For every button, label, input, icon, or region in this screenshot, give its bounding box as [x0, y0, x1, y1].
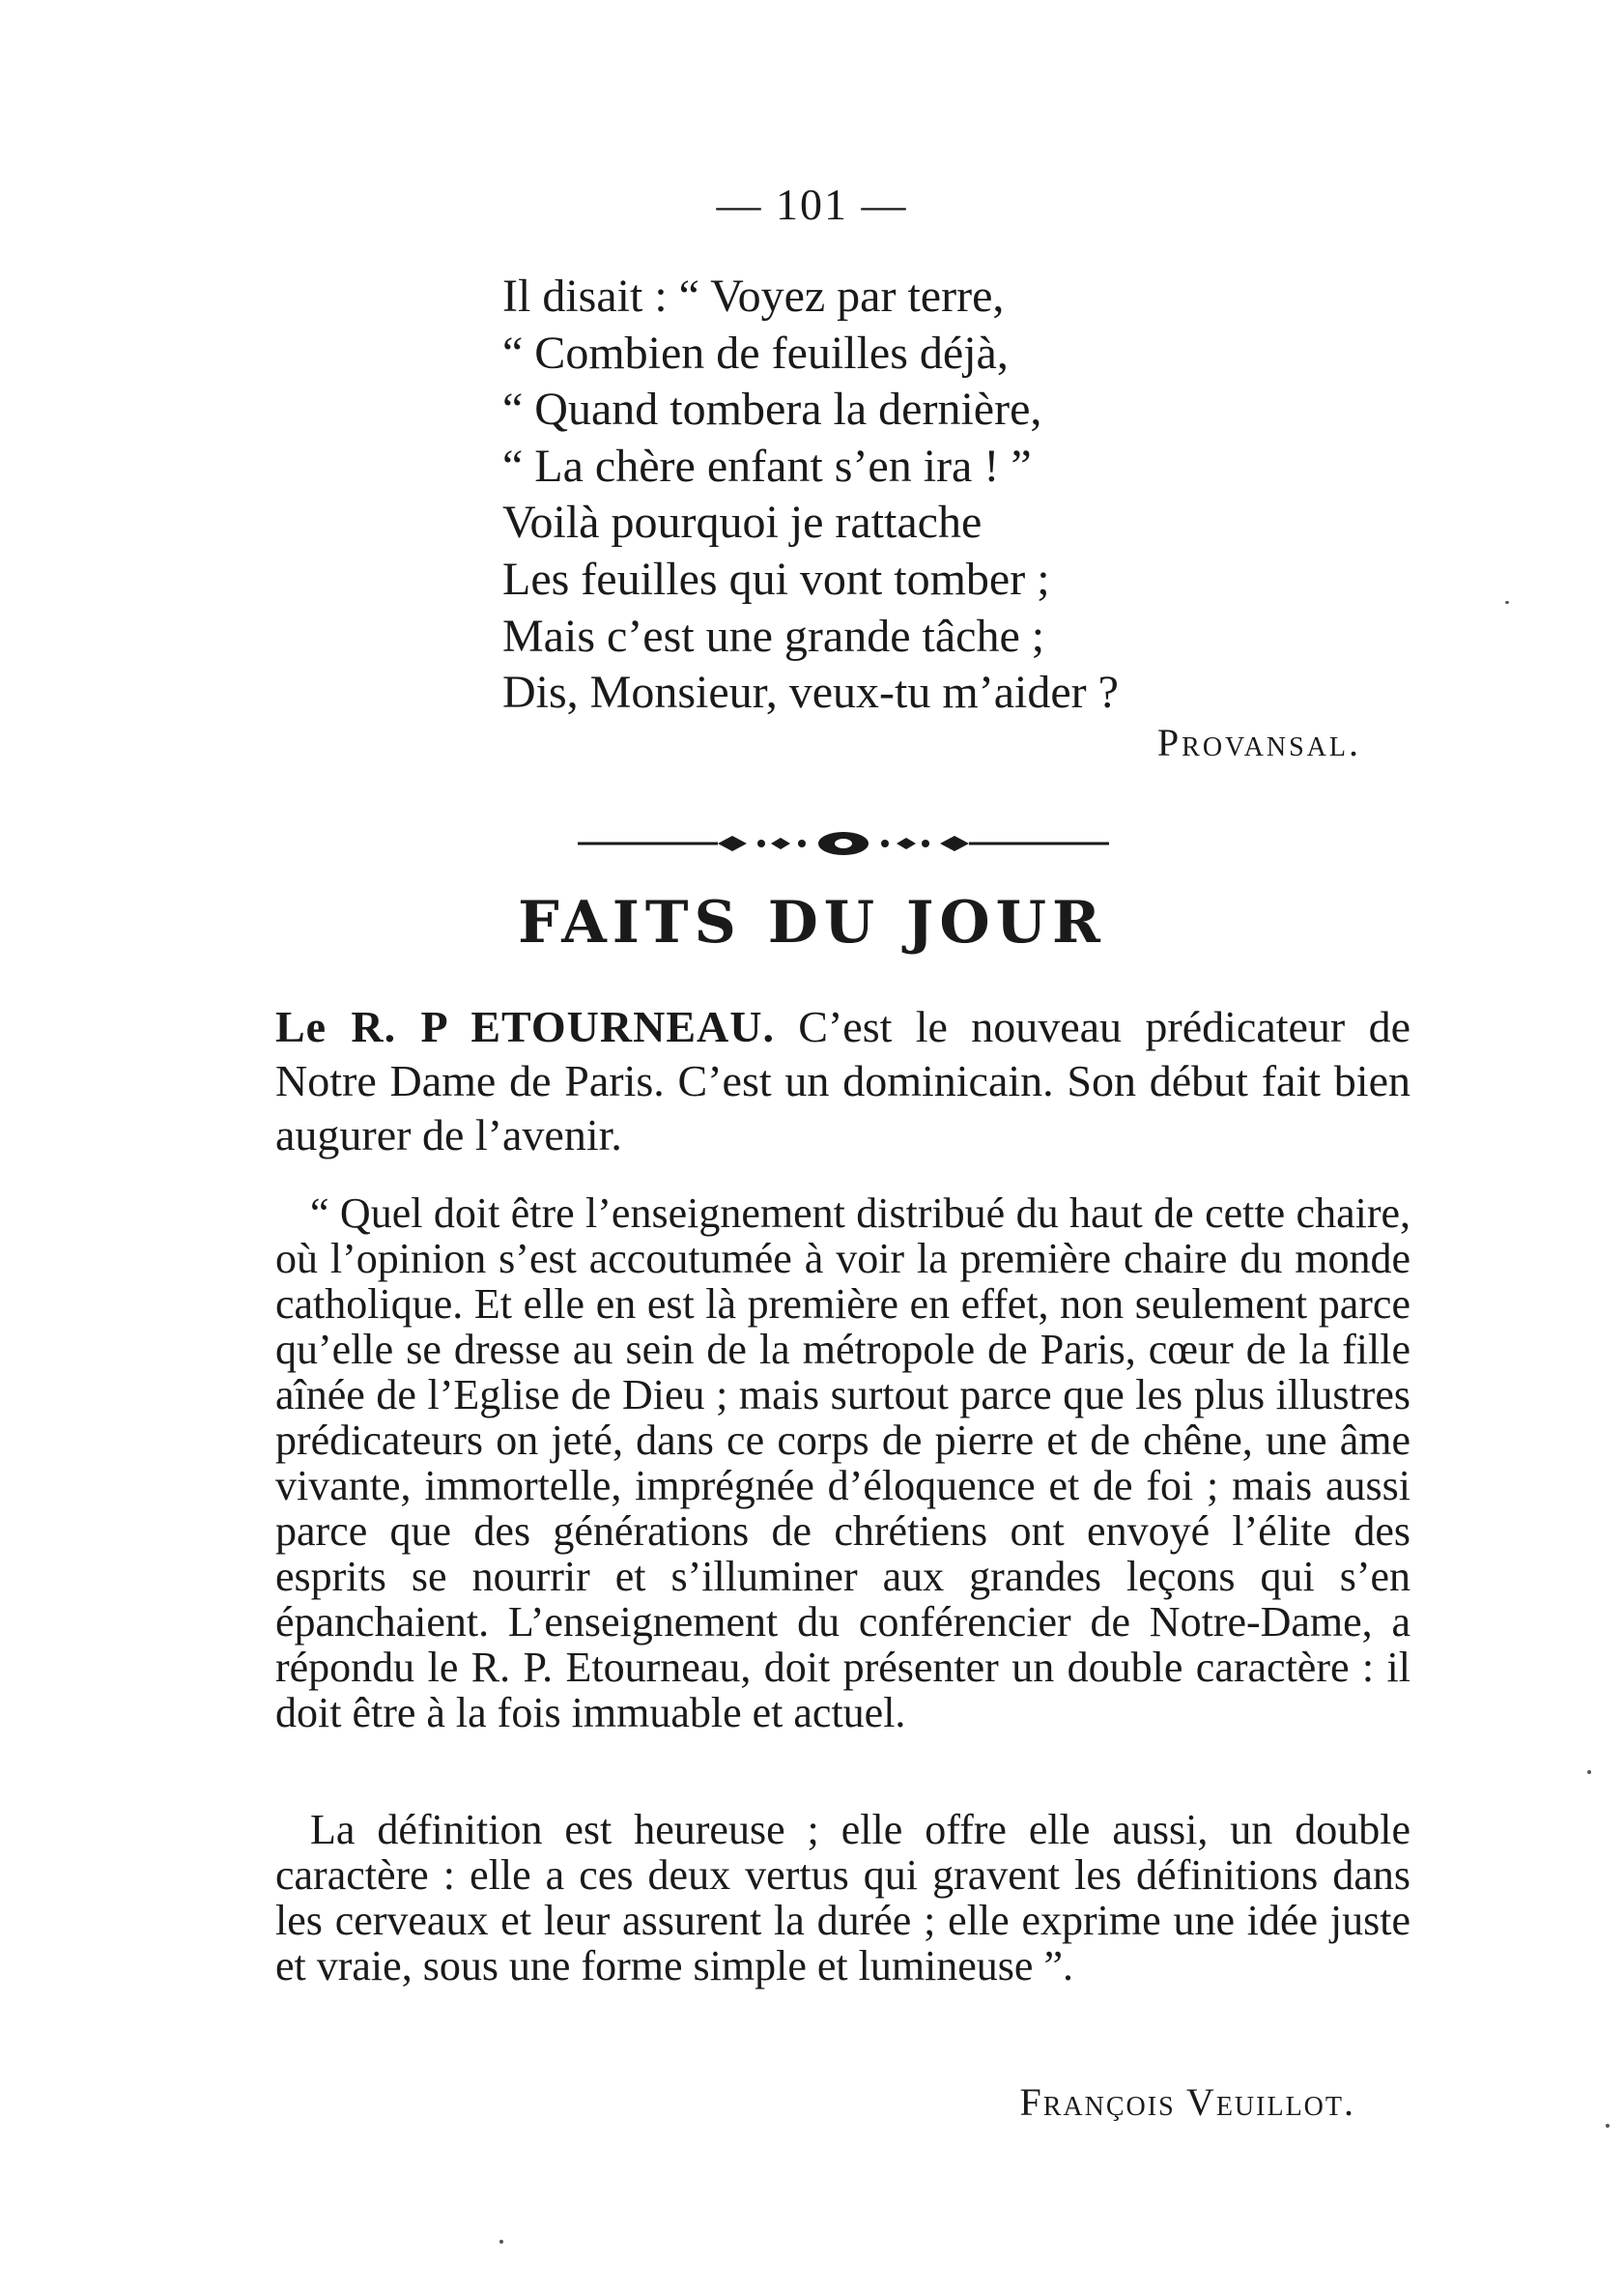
divider-diamond — [718, 836, 747, 851]
page-number: — 101 — — [716, 180, 908, 229]
article-lead-paragraph — [275, 1000, 1410, 1162]
article-quote-text: “ Quel doit être l’enseignement distribué du haut de cette chaire, où l’opinion s’est accoutumée à voir la première chaire du monde catholique. Et elle en est là première en effet, non seulement parce qu’elle se dresse au sein de la métropole de Paris, cœur de la fille aînée de l’Eglise de Dieu ; mais surtout parce que les plus illustres prédicateurs on jeté, dans ce corps de pierre et de chêne, une âme vivante, immortelle, imprégnée d’éloquence et de foi ; mais aussi parce que des générations de chrétiens ont envoyé l’élite des esprits se nourrir et s’illuminer aux grandes leçons qui s’en épanchaient. L’enseignement du conférencier de Notre-Dame, a répondu le R. P. Etourneau, doit présenter un double caractère : il doit être à la fois immuable et actuel. — [275, 1189, 1410, 1736]
poem-line: “ Quand tombera la dernière, — [502, 384, 1042, 436]
poem-line: Mais c’est une grande tâche ; — [502, 610, 1045, 662]
article-author-signature: François Veuillot. — [1019, 2080, 1355, 2124]
print-speck — [1505, 601, 1509, 604]
article-comment-text: La définition est heureuse ; elle offre elle aussi, un double caractère : elle a ces deux vertus qui gravent les définitions dans les cerveaux et leur assurent la durée ; elle exprime une idée juste et vraie, sous une forme simple et lumineuse ”. — [275, 1806, 1410, 1989]
divider-dot — [881, 840, 889, 847]
article-lead-name: Le R. P ETOURNEAU. — [275, 1002, 775, 1051]
poem-line: Voilà pourquoi je rattache — [502, 497, 983, 549]
divider-dot — [922, 840, 929, 847]
poem-line: Dis, Monsieur, veux-tu m’aider ? — [502, 667, 1119, 719]
poem-line: “ La chère enfant s’en ira ! ” — [502, 440, 1032, 492]
poem-line: “ Combien de feuilles déjà, — [502, 327, 1009, 379]
poem-line: Il disait : “ Voyez par terre, — [502, 271, 1005, 322]
print-speck — [1587, 1770, 1591, 1774]
ornamental-divider — [578, 826, 1109, 861]
divider-diamond — [940, 836, 969, 851]
article-quote-paragraph — [275, 1190, 1410, 1735]
divider-diamond — [897, 838, 916, 849]
section-title: FAITS DU JOUR — [518, 889, 1106, 957]
poem-author-signature: Provansal. — [1156, 721, 1361, 764]
article-comment-paragraph — [275, 1807, 1410, 1989]
divider-dot — [798, 840, 806, 847]
article-lead-text: C’est le nouveau prédicateur de Notre Dame de Paris. C’est un dominicain. Son début fait bien augurer de l’avenir. — [275, 1002, 1410, 1159]
divider-dot — [757, 840, 765, 847]
poem-stanza — [502, 269, 1372, 722]
divider-center-pupil — [835, 839, 852, 848]
poem-line: Les feuilles qui vont tomber ; — [502, 553, 1050, 605]
print-speck — [499, 2240, 503, 2244]
print-speck — [1606, 2124, 1610, 2128]
divider-diamond — [771, 838, 790, 849]
